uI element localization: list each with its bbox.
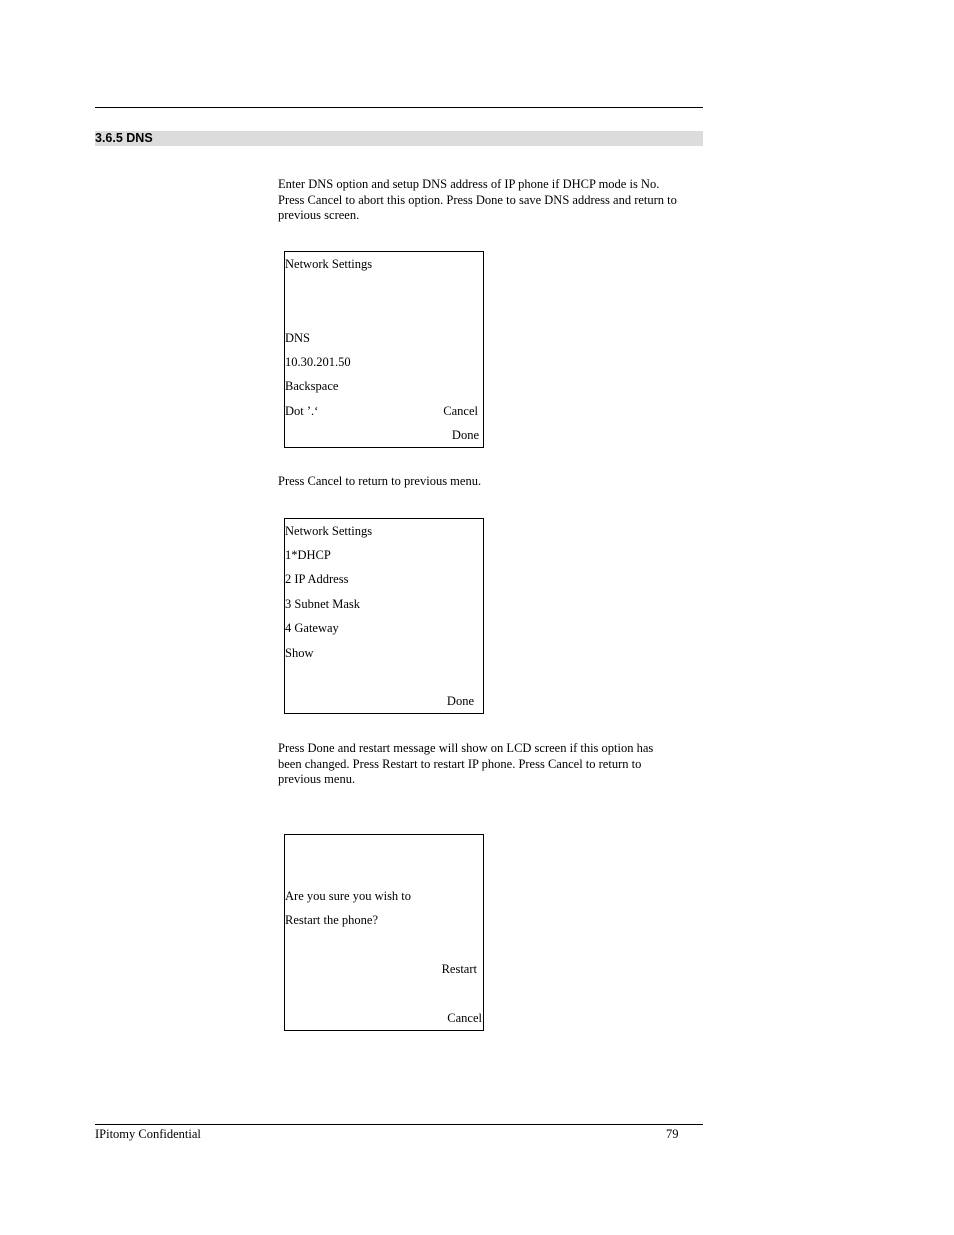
show-softkey: Show: [285, 646, 314, 660]
cancel-softkey: Cancel: [443, 404, 478, 418]
screen-title: Network Settings: [285, 257, 373, 271]
section-heading: [95, 131, 703, 146]
restart-softkey: Restart: [441, 962, 477, 976]
menu-item-dhcp: 1*DHCP: [285, 548, 331, 562]
dot-softkey: Dot ’.‘: [285, 404, 319, 418]
cancel-softkey: Cancel: [447, 1011, 482, 1025]
intro-paragraph: Enter DNS option and setup DNS address of IP phone if DHCP mode is No. Press Cancel to abort this option. Press Done to save DNS address and return to previous screen.: [278, 177, 677, 222]
lcd-screen-dns: [284, 251, 484, 448]
menu-item-ip-address: 2 IP Address: [285, 572, 349, 586]
done-softkey: Done: [446, 694, 474, 708]
confirm-line-1: Are you sure you wish to: [285, 889, 412, 903]
dns-value: 10.30.201.50: [285, 355, 351, 369]
footer-rule: [95, 1124, 703, 1125]
menu-item-subnet-mask: 3 Subnet Mask: [285, 597, 360, 611]
page-number: 79: [666, 1127, 679, 1141]
screen-title: Network Settings: [285, 524, 373, 538]
section-title: 3.6.5 DNS: [95, 131, 153, 145]
lcd-screen-restart-confirm: [284, 834, 484, 1031]
lcd-screen-network-menu: [284, 518, 484, 714]
restart-note-paragraph: Press Done and restart message will show on LCD screen if this option has been changed. Press Restart to restart IP phone. Press Cancel to return to previous menu.: [278, 741, 654, 786]
header-rule: [95, 107, 703, 108]
dns-field-label: DNS: [285, 331, 311, 345]
confirm-line-2: Restart the phone?: [285, 913, 379, 927]
footer-confidential: IPitomy Confidential: [95, 1127, 201, 1141]
backspace-softkey: Backspace: [285, 379, 339, 393]
done-softkey: Done: [451, 428, 479, 442]
cancel-note-paragraph: Press Cancel to return to previous menu.: [278, 474, 482, 488]
menu-item-gateway: 4 Gateway: [285, 621, 339, 635]
